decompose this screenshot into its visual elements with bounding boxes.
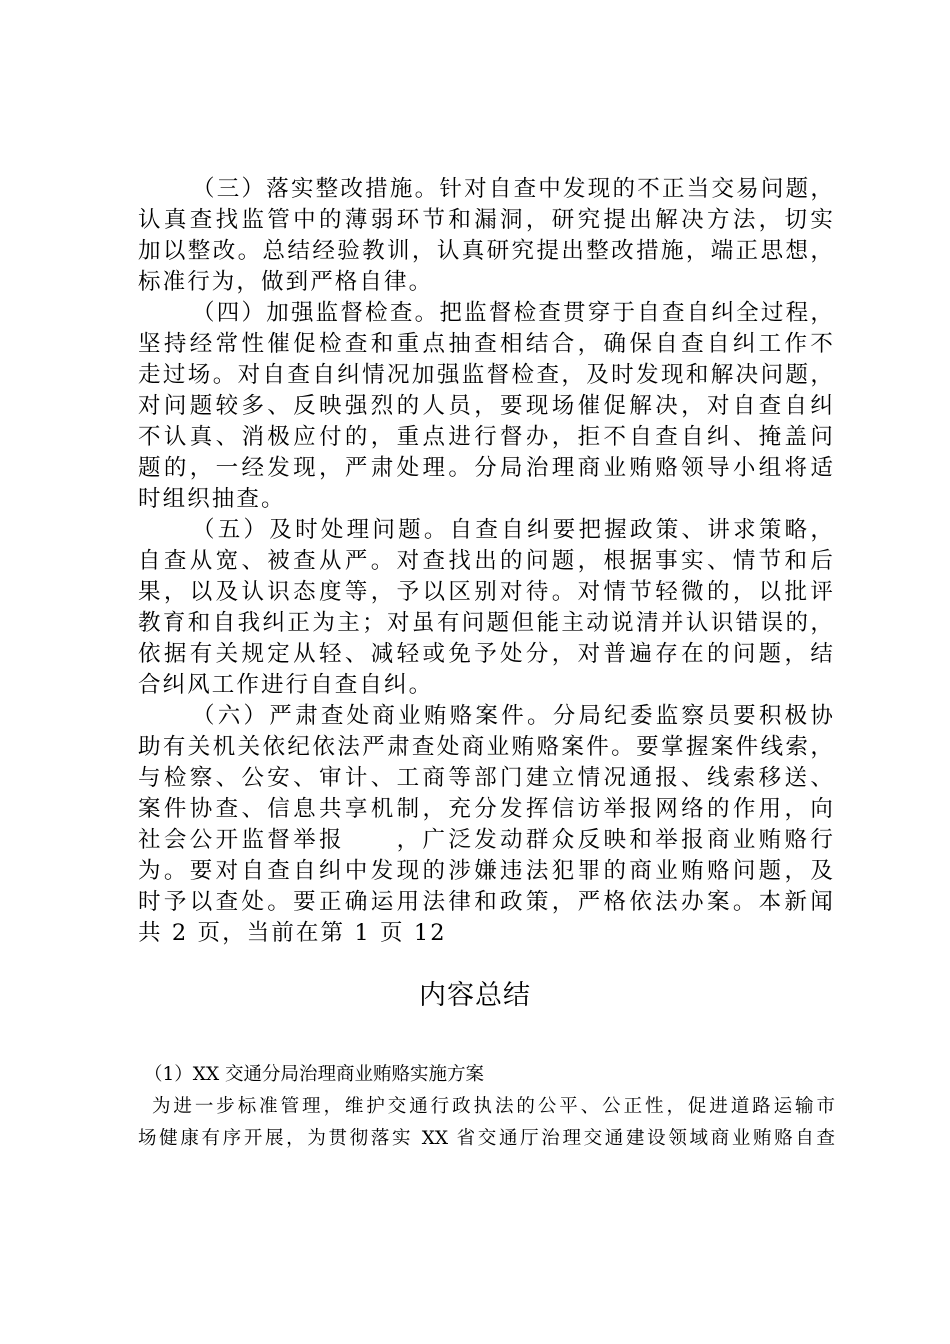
summary-title: 内容总结	[419, 980, 531, 1011]
body-line: 合纠风工作进行自查自纠。	[138, 672, 434, 698]
body-line: 时予以查处。要正确运用法律和政策，严格依法办案。本新闻	[138, 889, 835, 915]
body-line: 果，以及认识态度等，予以区别对待。对情节轻微的，以批评	[138, 579, 835, 605]
body-line: 助有关机关依纪依法严肃查处商业贿赂案件。要掌握案件线索，	[138, 734, 835, 760]
body-line: 题的，一经发现，严肃处理。分局治理商业贿赂领导小组将适	[138, 455, 835, 481]
summary-section	[138, 1059, 835, 1155]
summary-heading: （1）XX 交通分局治理商业贿赂实施方案	[144, 1064, 484, 1085]
body-line: 对问题较多、反映强烈的人员，要现场催促解决，对自查自纠	[138, 393, 835, 419]
body-line: （六）严肃查处商业贿赂案件。分局纪委监察员要积极协	[192, 703, 835, 729]
body-line: 时组织抽查。	[138, 486, 286, 512]
body-line: 依据有关规定从轻、减轻或免予处分，对普遍存在的问题，结	[138, 641, 835, 667]
body-line: 坚持经常性催促检查和重点抽查相结合，确保自查自纠工作不	[138, 331, 835, 357]
body-line: （四）加强监督检查。把监督检查贯穿于自查自纠全过程，	[192, 300, 835, 326]
body-line: 自查从宽、被查从严。对查找出的问题，根据事实、情节和后	[138, 548, 835, 574]
body-line: 与检察、公安、审计、工商等部门建立情况通报、线索移送、	[138, 765, 835, 791]
body-line: 教育和自我纠正为主；对虽有问题但能主动说清并认识错误的，	[138, 610, 835, 636]
body-line: 共 2 页，当前在第 1 页 12	[138, 920, 447, 946]
body-line: （三）落实整改措施。针对自查中发现的不正当交易问题，	[192, 176, 835, 202]
document-body	[138, 174, 835, 949]
body-line: 社会公开监督举报 ，广泛发动群众反映和举报商业贿赂行	[138, 827, 835, 853]
body-line: 标准行为，做到严格自律。	[138, 269, 434, 295]
body-line: 加以整改。总结经验教训，认真研究提出整改措施，端正思想，	[138, 238, 835, 264]
body-line: （五）及时处理问题。自查自纠要把握政策、讲求策略，	[192, 517, 835, 543]
summary-line: 为进一步标准管理，维护交通行政执法的公平、公正性，促进道路运输市	[152, 1096, 835, 1117]
body-line: 走过场。对自查自纠情况加强监督检查，及时发现和解决问题，	[138, 362, 835, 388]
body-line: 案件协查、信息共享机制，充分发挥信访举报网络的作用，向	[138, 796, 835, 822]
body-line: 认真查找监管中的薄弱环节和漏洞，研究提出解决方法，切实	[138, 207, 835, 233]
body-line: 为。要对自查自纠中发现的涉嫌违法犯罪的商业贿赂问题，及	[138, 858, 835, 884]
body-line: 不认真、消极应付的，重点进行督办，拒不自查自纠、掩盖问	[138, 424, 835, 450]
summary-line: 场健康有序开展，为贯彻落实 XX 省交通厅治理交通建设领域商业贿赂自查	[138, 1128, 835, 1149]
